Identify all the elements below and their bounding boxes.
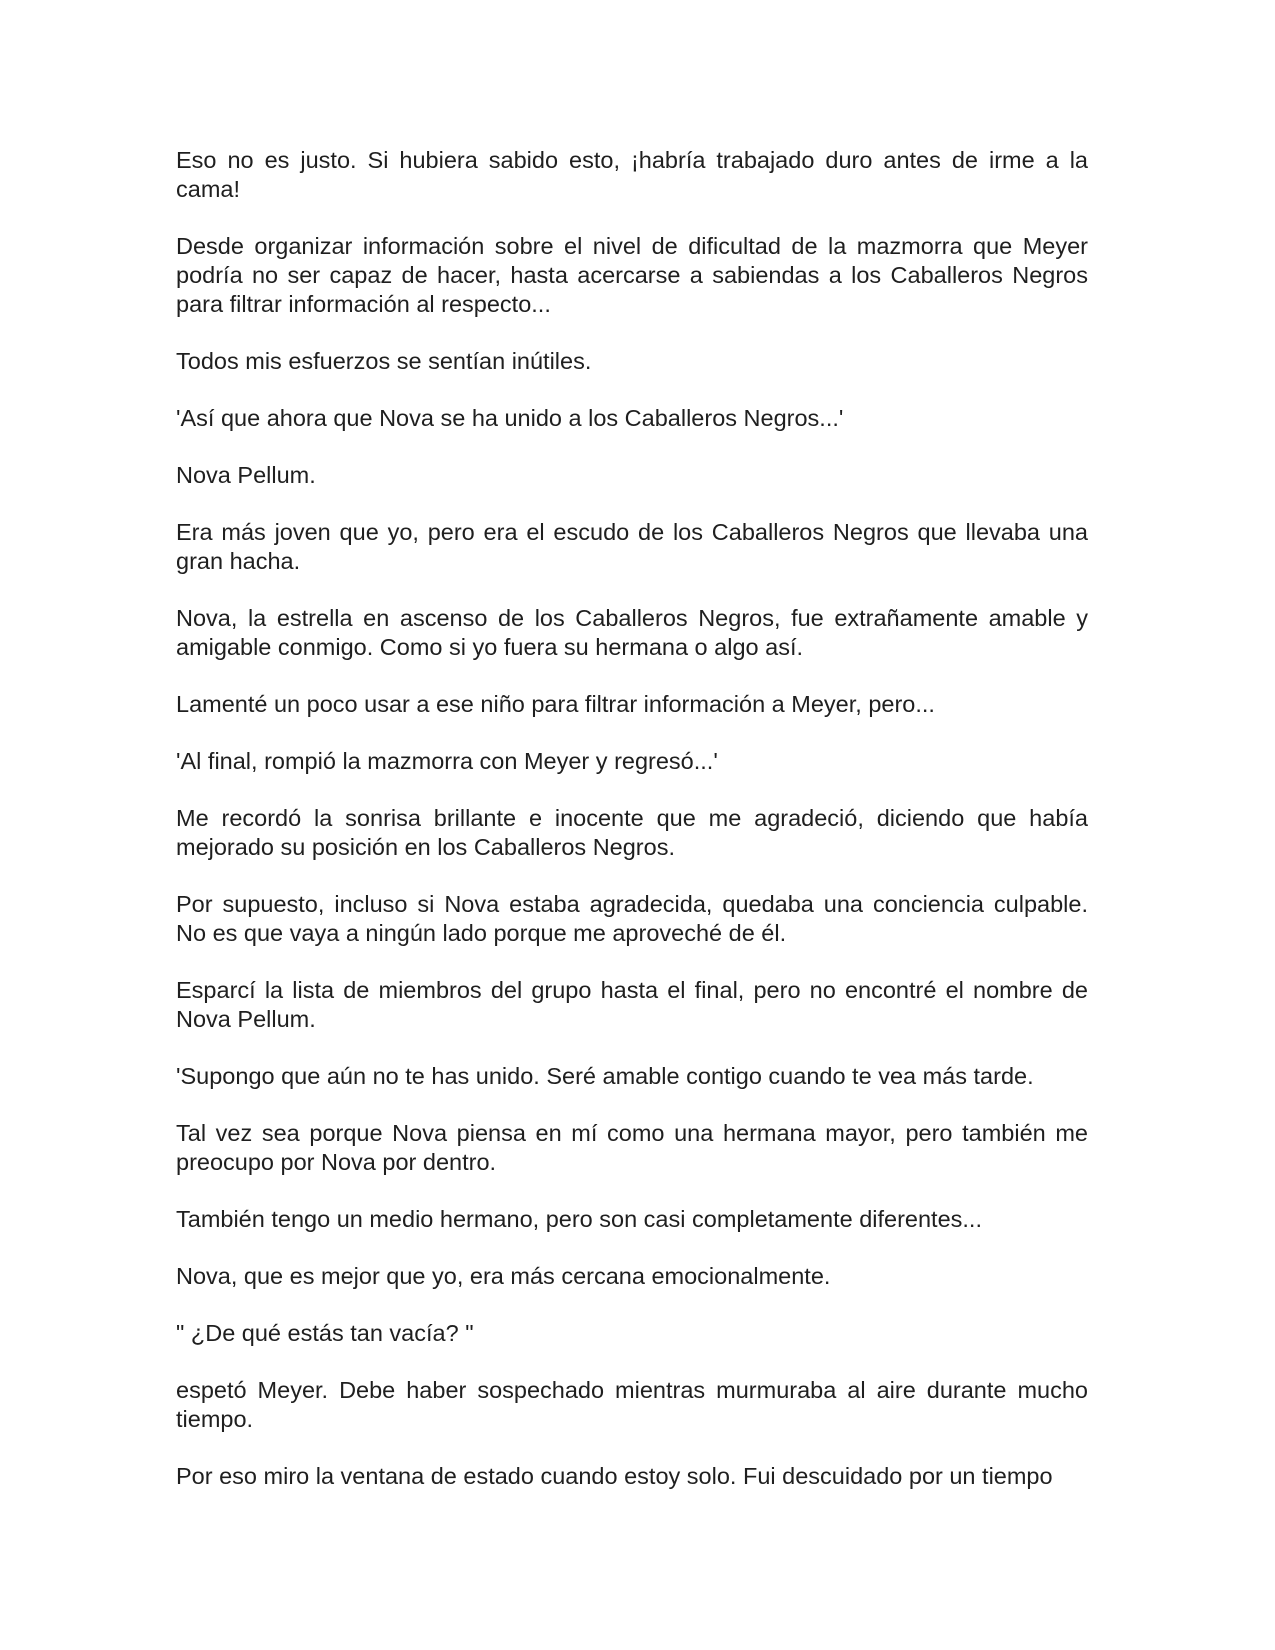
paragraph-9: 'Al final, rompió la mazmorra con Meyer y regresó...' <box>176 748 718 774</box>
paragraph-10: Me recordó la sonrisa brillante e inocente que me agradeció, diciendo que había mejorado su posición en los Caballeros Negros. <box>176 805 1088 860</box>
paragraph-4: 'Así que ahora que Nova se ha unido a los Caballeros Negros...' <box>176 405 844 431</box>
paragraph-1: Eso no es justo. Si hubiera sabido esto, ¡habría trabajado duro antes de irme a la cama! <box>176 147 1088 202</box>
paragraph-3: Todos mis esfuerzos se sentían inútiles. <box>176 348 592 374</box>
paragraph-12: Esparcí la lista de miembros del grupo hasta el final, pero no encontré el nombre de Nova Pellum. <box>176 977 1088 1032</box>
paragraph-17: " ¿De qué estás tan vacía? " <box>176 1320 474 1346</box>
paragraph-18: espetó Meyer. Debe haber sospechado mientras murmuraba al aire durante mucho tiempo. <box>176 1377 1088 1432</box>
document-page <box>176 146 1088 1491</box>
paragraph-8: Lamenté un poco usar a ese niño para filtrar información a Meyer, pero... <box>176 691 935 717</box>
paragraph-19: Por eso miro la ventana de estado cuando estoy solo. Fui descuidado por un tiempo <box>176 1463 1053 1489</box>
paragraph-16: Nova, que es mejor que yo, era más cercana emocionalmente. <box>176 1263 831 1289</box>
paragraph-14: Tal vez sea porque Nova piensa en mí como una hermana mayor, pero también me preocupo por Nova por dentro. <box>176 1120 1088 1175</box>
paragraph-5: Nova Pellum. <box>176 462 316 488</box>
paragraph-11: Por supuesto, incluso si Nova estaba agradecida, quedaba una conciencia culpable. No es que vaya a ningún lado porque me aproveché de él. <box>176 891 1088 946</box>
paragraph-13: 'Supongo que aún no te has unido. Seré amable contigo cuando te vea más tarde. <box>176 1063 1034 1089</box>
paragraph-6: Era más joven que yo, pero era el escudo de los Caballeros Negros que llevaba una gran hacha. <box>176 519 1088 574</box>
paragraph-7: Nova, la estrella en ascenso de los Caballeros Negros, fue extrañamente amable y amigable conmigo. Como si yo fuera su hermana o algo así. <box>176 605 1088 660</box>
paragraph-2: Desde organizar información sobre el nivel de dificultad de la mazmorra que Meyer podría no ser capaz de hacer, hasta acercarse a sabiendas a los Caballeros Negros para filtrar información al respecto... <box>176 233 1088 317</box>
paragraph-15: También tengo un medio hermano, pero son casi completamente diferentes... <box>176 1206 982 1232</box>
